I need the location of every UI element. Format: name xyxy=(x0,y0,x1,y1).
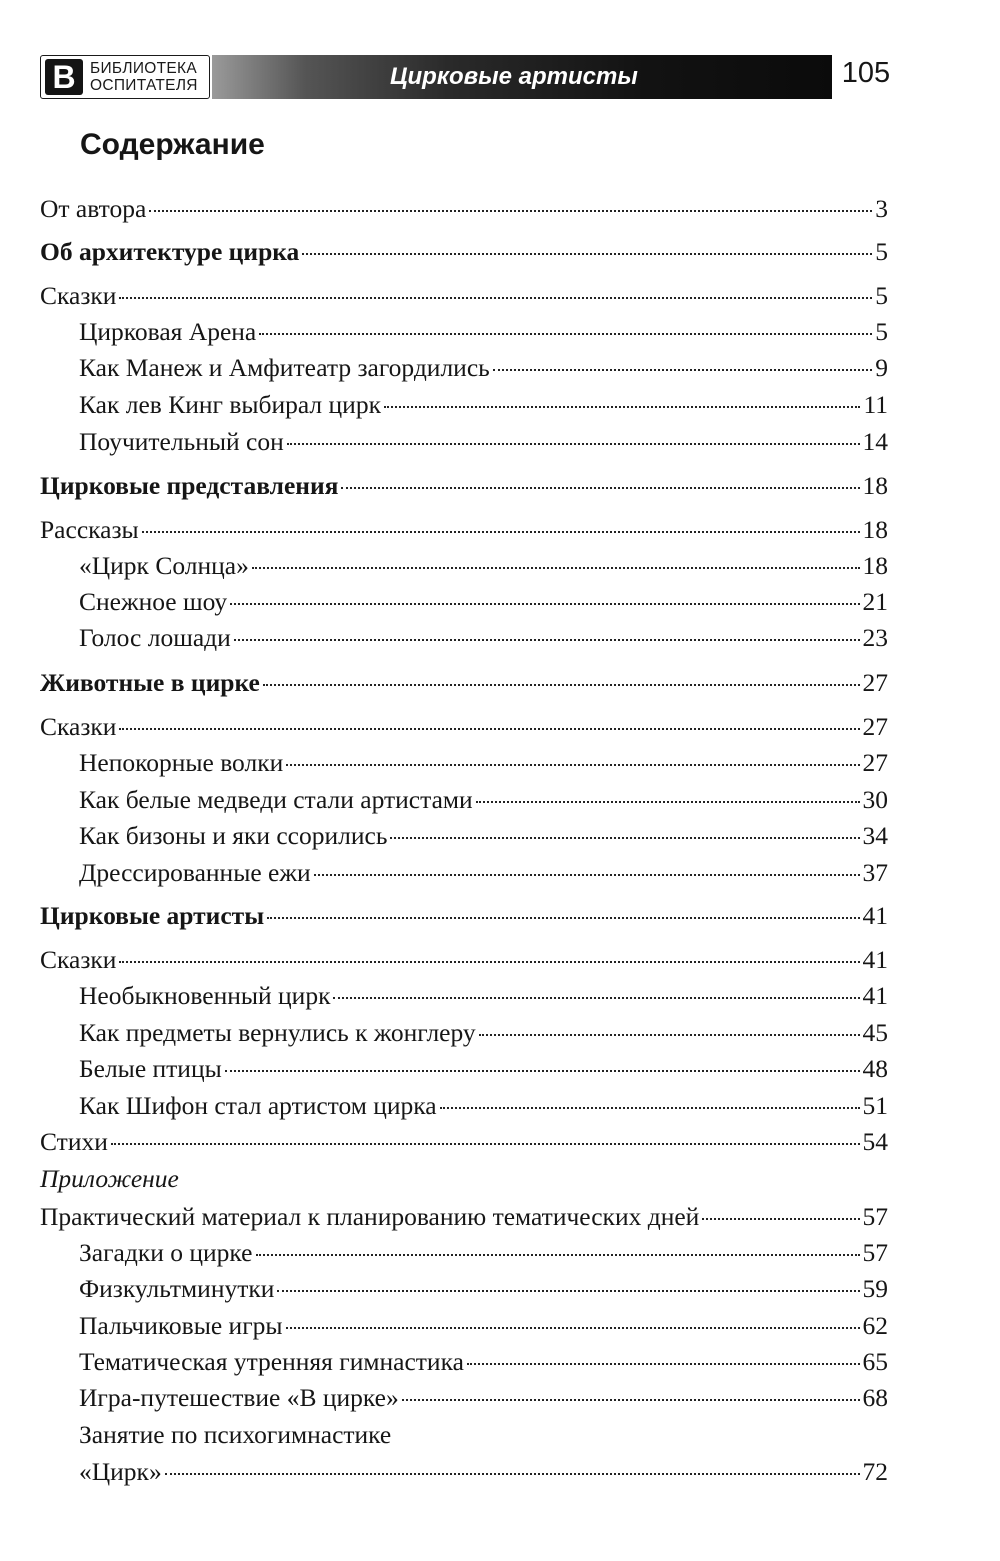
toc-subentry xyxy=(79,981,888,1011)
toc-entry-label: Животные в цирке xyxy=(40,668,260,697)
toc-entry-label: Голос лошади xyxy=(79,623,231,652)
logo-letter: В xyxy=(45,59,83,95)
toc-entry-page: 54 xyxy=(862,1127,888,1156)
toc-entry-label: Как Шифон стал артистом цирка xyxy=(79,1091,437,1120)
dot-leader xyxy=(267,917,859,919)
toc-entry-label: Тематическая утренняя гимнастика xyxy=(79,1347,464,1376)
dot-leader xyxy=(287,443,860,445)
toc-subentry xyxy=(79,317,888,347)
toc-subentry xyxy=(79,1018,888,1048)
toc-subentry xyxy=(79,1238,888,1268)
dot-leader xyxy=(142,531,860,533)
toc-entry-page: 57 xyxy=(862,1238,888,1267)
dot-leader xyxy=(390,837,859,839)
toc-subentry xyxy=(79,1383,888,1413)
toc-entry-label: Снежное шоу xyxy=(79,587,228,616)
toc-subentry xyxy=(79,587,888,617)
dot-leader xyxy=(234,639,860,641)
toc-section-entry xyxy=(40,668,888,698)
toc-entry xyxy=(40,515,888,545)
toc-entry xyxy=(40,194,888,224)
toc-entry-label: Дрессированные ежи xyxy=(79,858,311,887)
toc-entry-page: 48 xyxy=(862,1054,888,1083)
toc-entry-label: Необыкновенный цирк xyxy=(79,981,331,1010)
page-number: 105 xyxy=(841,57,891,89)
toc-entry-page: 51 xyxy=(862,1091,888,1120)
dot-leader xyxy=(149,210,872,212)
dot-leader xyxy=(111,1143,860,1145)
toc-section-entry xyxy=(40,237,888,267)
running-title: Цирковые артисты xyxy=(390,63,638,90)
toc-subentry xyxy=(79,1347,888,1377)
toc-entry-page: 34 xyxy=(862,821,888,850)
toc-subentry xyxy=(79,390,888,420)
dot-leader xyxy=(230,603,859,605)
toc-entry-page: 21 xyxy=(862,587,888,616)
toc-subentry xyxy=(79,821,888,851)
toc-section-entry xyxy=(40,471,888,501)
toc-subentry xyxy=(79,623,888,653)
toc-entry-label: Рассказы xyxy=(40,515,139,544)
dot-leader xyxy=(286,1327,860,1329)
toc-entry-page: 57 xyxy=(862,1202,888,1231)
toc-entry-label: Об архитектуре цирка xyxy=(40,237,300,266)
toc-entry-label: Сказки xyxy=(40,712,117,741)
toc-subentry xyxy=(79,785,888,815)
toc-entry-page: 65 xyxy=(862,1347,888,1376)
toc-entry-label: Белые птицы xyxy=(79,1054,222,1083)
toc-subentry xyxy=(79,551,888,581)
toc-entry-label: Поучительный сон xyxy=(79,427,284,456)
dot-leader xyxy=(476,801,860,803)
toc-entry-page: 62 xyxy=(862,1311,888,1340)
toc-subentry xyxy=(79,427,888,457)
toc-section-entry xyxy=(40,901,888,931)
toc-entry-page: 72 xyxy=(862,1457,888,1486)
toc-entry-page: 41 xyxy=(862,981,888,1010)
toc-entry-label: От автора xyxy=(40,194,147,223)
toc-entry-label: Загадки о цирке xyxy=(79,1238,253,1267)
dot-leader xyxy=(341,487,859,489)
toc-entry-page: 9 xyxy=(875,353,888,382)
toc-entry-label: Как Манеж и Амфитеатр загордились xyxy=(79,353,490,382)
dot-leader xyxy=(440,1107,860,1109)
toc-entry-label: «Цирк» xyxy=(79,1457,162,1486)
dot-leader xyxy=(256,1254,860,1256)
toc-entry-label: Цирковые артисты xyxy=(40,901,265,930)
dot-leader xyxy=(384,406,860,408)
dot-leader xyxy=(286,764,859,766)
toc-entry-label: Как бизоны и яки ссорились xyxy=(79,821,388,850)
toc-entry-page: 41 xyxy=(862,901,888,930)
toc-entry-page: 59 xyxy=(862,1274,888,1303)
toc-entry-label: Как белые медведи стали артистами xyxy=(79,785,473,814)
toc-entry-page: 45 xyxy=(862,1018,888,1047)
toc-entry-page: 18 xyxy=(862,471,888,500)
toc-entry xyxy=(40,281,888,311)
toc-entry-label: Физкультминутки xyxy=(79,1274,275,1303)
toc-entry-label: Пальчиковые игры xyxy=(79,1311,283,1340)
toc-entry-page: 37 xyxy=(862,858,888,887)
logo-line-2: ОСПИТАТЕЛЯ xyxy=(90,77,198,94)
toc-entry-page: 14 xyxy=(862,427,888,456)
toc-entry-page: 23 xyxy=(862,623,888,652)
toc-subentry xyxy=(79,1311,888,1341)
toc-subentry xyxy=(79,748,888,778)
toc-subentry xyxy=(79,1457,888,1487)
dot-leader xyxy=(479,1034,860,1036)
toc-entry-page: 68 xyxy=(862,1383,888,1412)
toc-entry-label: Как лев Кинг выбирал цирк xyxy=(79,390,381,419)
toc-entry-label: Стихи xyxy=(40,1127,108,1156)
dot-leader xyxy=(702,1218,859,1220)
toc-entry-label: Игра-путешествие «В цирке» xyxy=(79,1383,399,1412)
logo-line-1: БИБЛИОТЕКА xyxy=(90,60,198,77)
dot-leader xyxy=(252,567,860,569)
toc-entry-page: 18 xyxy=(862,551,888,580)
toc-entry xyxy=(40,712,888,742)
toc-entry-page: 30 xyxy=(862,785,888,814)
dot-leader xyxy=(402,1399,860,1401)
dot-leader xyxy=(225,1070,860,1072)
toc-entry-page: 5 xyxy=(875,237,888,266)
toc-entry-label: Цирковая Арена xyxy=(79,317,257,346)
appendix-heading: Приложение xyxy=(40,1164,179,1193)
toc-subentry xyxy=(79,1091,888,1121)
toc-subentry-first-line: Занятие по психогимнастике xyxy=(79,1420,392,1449)
toc-entry-page: 18 xyxy=(862,515,888,544)
dot-leader xyxy=(493,369,872,371)
dot-leader xyxy=(259,333,872,335)
toc-entry-label: Практический материал к планированию тематических дней xyxy=(40,1202,700,1231)
toc-entry-page: 5 xyxy=(875,317,888,346)
dot-leader xyxy=(314,874,860,876)
toc-subentry xyxy=(79,1054,888,1084)
dot-leader xyxy=(119,961,859,963)
toc-entry-label: Как предметы вернулись к жонглеру xyxy=(79,1018,476,1047)
dot-leader xyxy=(277,1290,859,1292)
contents-title: Содержание xyxy=(80,128,265,161)
toc-entry-label: Сказки xyxy=(40,945,117,974)
toc-entry-label: «Цирк Солнца» xyxy=(79,551,249,580)
toc-entry-label: Сказки xyxy=(40,281,117,310)
dot-leader xyxy=(165,1473,860,1475)
toc-entry-page: 27 xyxy=(862,748,888,777)
toc-subentry xyxy=(79,858,888,888)
toc-entry-page: 3 xyxy=(875,194,888,223)
dot-leader xyxy=(263,684,860,686)
toc-entry-page: 11 xyxy=(863,390,888,419)
dot-leader xyxy=(119,297,872,299)
toc-entry-page: 5 xyxy=(875,281,888,310)
toc-entry xyxy=(40,1127,888,1157)
toc-entry-page: 27 xyxy=(862,712,888,741)
dot-leader xyxy=(302,253,872,255)
dot-leader xyxy=(467,1363,860,1365)
toc-entry-page: 27 xyxy=(862,668,888,697)
toc-subentry xyxy=(79,353,888,383)
toc-entry-label: Непокорные волки xyxy=(79,748,284,777)
toc-subentry xyxy=(79,1274,888,1304)
toc-entry xyxy=(40,1202,888,1232)
dot-leader xyxy=(333,997,859,999)
toc-entry-label: Цирковые представления xyxy=(40,471,339,500)
toc-entry-page: 41 xyxy=(862,945,888,974)
dot-leader xyxy=(119,728,859,730)
toc-entry xyxy=(40,945,888,975)
